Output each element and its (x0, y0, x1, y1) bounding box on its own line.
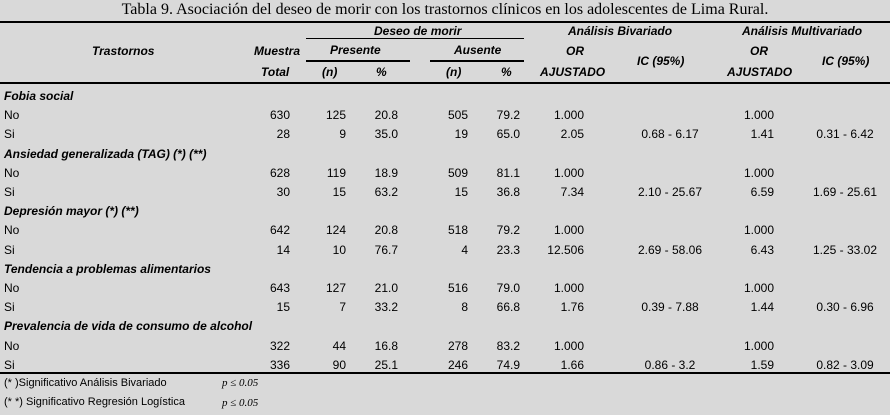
cell-an: 8 (461, 300, 468, 315)
group-row (0, 259, 890, 278)
header-presente: Presente (330, 43, 381, 57)
cell-or1: 2.05 (560, 127, 584, 142)
cell-pn: 10 (332, 242, 346, 257)
cell-ap: 36.8 (496, 185, 520, 199)
cell-pn: 15 (332, 185, 346, 199)
cell-pp: 20.8 (374, 223, 398, 238)
row-label: Si (4, 185, 15, 199)
footnote-bivariado-sig: p ≤ 0.05 (222, 377, 259, 389)
cell-or1: 12.506 (547, 242, 584, 257)
cell-ic1: 2.10 - 25.67 (637, 185, 703, 199)
header-ajustado2: AJUSTADO (727, 65, 793, 79)
deseo-rule (306, 38, 524, 39)
group-label: Fobia social (4, 89, 74, 103)
cell-or2: 1.000 (743, 223, 774, 238)
header-muestra: Muestra (254, 44, 301, 58)
cell-ic1: 2.69 - 58.06 (637, 242, 703, 257)
header-bivariado: Análisis Bivariado (568, 24, 673, 38)
cell-an: 4 (461, 242, 468, 257)
header-ajustado1: AJUSTADO (540, 65, 606, 79)
cell-pn: 90 (332, 357, 346, 372)
row-label: No (4, 165, 20, 180)
cell-or1: 1.000 (553, 281, 584, 295)
header-ausente-pct: % (501, 65, 512, 79)
table-row (0, 220, 890, 239)
table-row (0, 240, 890, 259)
header-ic1: IC (95%) (637, 54, 685, 68)
header-ic2: IC (95%) (822, 54, 870, 68)
row-label: No (4, 108, 20, 123)
cell-pp: 33.2 (374, 300, 398, 315)
cell-pn: 125 (325, 108, 346, 123)
cell-or1: 1.76 (560, 300, 584, 315)
cell-ic1: 0.39 - 7.88 (641, 300, 699, 315)
footnote-regresion-sig: p ≤ 0.05 (222, 397, 259, 409)
cell-total: 14 (276, 242, 290, 257)
header-presente-n: (n) (322, 65, 338, 79)
cell-pn: 44 (332, 338, 346, 353)
header-ausente-n: (n) (446, 65, 462, 79)
presente-rule (306, 60, 410, 62)
cell-ap: 66.8 (496, 300, 520, 315)
cell-pp: 35.0 (374, 127, 398, 142)
cell-ic2: 0.30 - 6.96 (816, 300, 874, 315)
cell-pn: 127 (325, 281, 346, 295)
cell-pp: 63.2 (374, 185, 398, 199)
table-row (0, 124, 890, 143)
row-label: Si (4, 357, 15, 372)
cell-total: 322 (269, 338, 290, 353)
cell-or1: 1.000 (553, 338, 584, 353)
cell-ic2: 1.69 - 25.61 (812, 185, 878, 199)
footer-rule (0, 372, 890, 374)
header-or1: OR (566, 44, 584, 58)
cell-ap: 74.9 (496, 357, 520, 372)
header-presente-pct: % (376, 65, 387, 79)
row-label: Si (4, 300, 15, 315)
cell-ap: 65.0 (496, 127, 520, 142)
table-row (0, 297, 890, 316)
cell-or2: 1.000 (743, 338, 774, 353)
row-label: Si (4, 127, 15, 142)
cell-pp: 16.8 (374, 338, 398, 353)
cell-total: 643 (269, 281, 290, 295)
group-label: Tendencia a problemas alimentarios (4, 261, 211, 276)
cell-or1: 1.66 (560, 357, 584, 372)
cell-or1: 1.000 (553, 165, 584, 180)
cell-ap: 79.2 (496, 223, 520, 238)
cell-or1: 1.000 (553, 223, 584, 238)
cell-ic2: 0.82 - 3.09 (816, 357, 874, 372)
header-total: Total (261, 65, 290, 79)
cell-total: 28 (276, 127, 290, 142)
cell-ap: 79.2 (496, 108, 520, 123)
cell-total: 628 (269, 165, 290, 180)
group-row (0, 316, 890, 335)
table-row (0, 278, 890, 297)
group-label: Depresión mayor (*) (**) (4, 204, 139, 219)
table-row (0, 336, 890, 355)
cell-or1: 1.000 (553, 108, 584, 123)
row-label: Si (4, 242, 15, 257)
cell-pn: 124 (325, 223, 346, 238)
cell-or2: 1.44 (750, 300, 774, 315)
table-row (0, 182, 890, 201)
cell-an: 246 (447, 357, 468, 372)
cell-pp: 20.8 (374, 108, 398, 123)
row-label: No (4, 338, 20, 353)
row-label: No (4, 281, 20, 295)
cell-pp: 21.0 (374, 281, 398, 295)
row-label: No (4, 223, 20, 238)
cell-ic2: 0.31 - 6.42 (816, 127, 874, 142)
cell-total: 30 (276, 185, 290, 199)
ausente-rule (430, 60, 524, 62)
cell-or2: 1.41 (750, 127, 774, 142)
group-row (0, 86, 890, 105)
cell-ap: 23.3 (496, 242, 520, 257)
cell-total: 630 (269, 108, 290, 123)
cell-total: 336 (269, 357, 290, 372)
header-deseo: Deseo de morir (374, 24, 462, 38)
cell-pn: 9 (339, 127, 346, 142)
cell-or1: 7.34 (560, 185, 584, 199)
group-label: Ansiedad generalizada (TAG) (*) (**) (4, 146, 207, 161)
group-row (0, 144, 890, 163)
cell-ap: 83.2 (496, 338, 520, 353)
table-row (0, 163, 890, 182)
cell-pp: 25.1 (374, 357, 398, 372)
cell-ic1: 0.68 - 6.17 (641, 127, 699, 142)
cell-or2: 1.000 (743, 281, 774, 295)
table-row (0, 105, 890, 124)
header-ausente: Ausente (454, 43, 502, 57)
header-multivariado: Análisis Multivariado (742, 24, 863, 38)
cell-ic2: 1.25 - 33.02 (812, 242, 878, 257)
footnote-bivariado: (* )Significativo Análisis Bivariado (4, 377, 167, 389)
cell-total: 642 (269, 223, 290, 238)
header-trastornos: Trastornos (92, 44, 155, 58)
cell-pp: 76.7 (374, 242, 398, 257)
cell-ap: 79.0 (496, 281, 520, 295)
cell-pn: 119 (326, 165, 346, 180)
cell-an: 505 (447, 108, 468, 123)
cell-ic1: 0.86 - 3.2 (644, 357, 696, 372)
cell-or2: 1.000 (743, 108, 774, 123)
group-label: Prevalencia de vida de consumo de alcohol (4, 319, 253, 334)
header-top-rule (0, 21, 890, 23)
cell-or2: 6.59 (750, 185, 774, 199)
cell-an: 516 (447, 281, 468, 295)
cell-an: 278 (447, 338, 468, 353)
cell-ap: 81.1 (496, 165, 520, 180)
cell-or2: 6.43 (750, 242, 774, 257)
footnote-regresion: (* *) Significativo Regresión Logística (4, 396, 185, 408)
cell-an: 509 (447, 165, 468, 180)
cell-or2: 1.59 (750, 357, 774, 372)
cell-total: 15 (276, 300, 290, 315)
table-row (0, 355, 890, 374)
cell-an: 518 (447, 223, 468, 238)
cell-or2: 1.000 (743, 165, 774, 180)
cell-an: 19 (454, 127, 468, 142)
table-title: Tabla 9. Asociación del deseo de morir con los trastornos clínicos en los adolescentes de Lima Rural. (121, 1, 769, 18)
group-row (0, 201, 890, 220)
cell-pn: 7 (339, 300, 346, 315)
header-or2: OR (750, 44, 768, 58)
cell-pp: 18.9 (374, 165, 398, 180)
header-bottom-rule (0, 82, 890, 84)
cell-an: 15 (454, 185, 468, 199)
